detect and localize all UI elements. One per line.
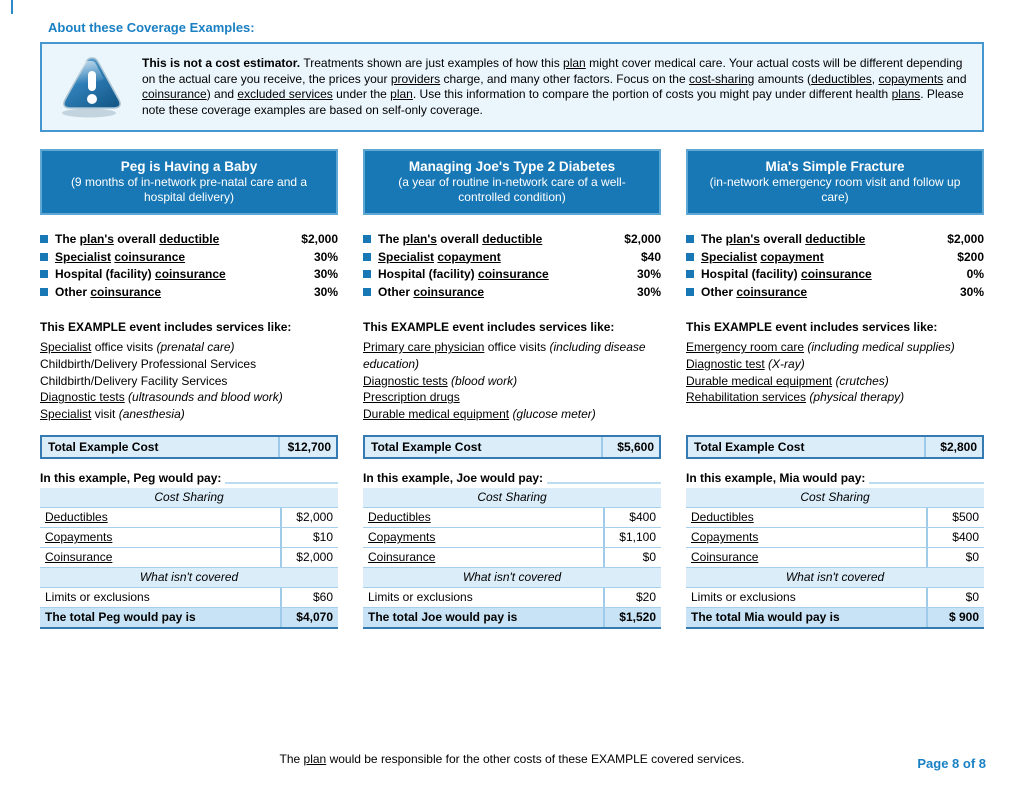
- benefit-bullet-row: [40, 231, 338, 248]
- limits-row: [363, 587, 661, 607]
- glossary-term: Durable medical equipment: [686, 373, 833, 388]
- warning-icon-wrap: [42, 55, 142, 119]
- glossary-term: coinsurance: [114, 249, 186, 264]
- benefit-label: [55, 249, 306, 266]
- cost-sharing-band: Cost Sharing: [363, 488, 661, 507]
- text-segment: ,: [871, 71, 879, 86]
- total-pay-value: $1,520: [603, 608, 661, 627]
- glossary-term: deductible: [159, 232, 220, 246]
- row-value: $2,000: [280, 548, 338, 567]
- row-value: $60: [280, 588, 338, 607]
- text-segment: ) and: [206, 87, 238, 101]
- glossary-term: coinsurance: [478, 267, 549, 281]
- total-example-cost-row: [40, 435, 338, 459]
- row-label: [686, 528, 926, 547]
- text-segment: (crutches): [835, 373, 889, 388]
- glossary-term: copayments: [878, 71, 944, 86]
- row-value: $20: [603, 588, 661, 607]
- text-segment: Limits or exclusions: [691, 590, 796, 604]
- service-item: [40, 406, 338, 423]
- table-row: [40, 547, 338, 567]
- benefit-bullet-row: [686, 249, 984, 266]
- table-row: [40, 527, 338, 547]
- glossary-term: Specialist: [40, 340, 92, 354]
- glossary-term: Coinsurance: [368, 550, 436, 564]
- services-list: [363, 339, 661, 423]
- text-segment: Limits or exclusions: [45, 590, 150, 604]
- glossary-term: deductible: [482, 232, 543, 246]
- total-pay-row: [40, 607, 338, 627]
- pay-heading-text: In this example, Peg would pay:: [40, 471, 222, 485]
- glossary-term: Diagnostic tests: [363, 373, 448, 388]
- benefit-label: [701, 231, 939, 248]
- service-item: [686, 389, 984, 406]
- text-segment: (X-ray): [768, 356, 805, 371]
- text-segment: office visits: [91, 340, 157, 354]
- text-segment: Other: [55, 284, 91, 299]
- text-segment: office visits: [484, 340, 550, 354]
- benefit-bullet-row: [363, 249, 661, 266]
- benefit-value: $2,000: [947, 232, 984, 246]
- row-value: $400: [926, 528, 984, 547]
- pay-heading: [40, 471, 338, 486]
- service-item: [363, 406, 661, 423]
- row-label: [363, 508, 603, 527]
- bullet-square-icon: [40, 235, 48, 243]
- total-example-cost-row: [686, 435, 984, 459]
- glossary-term: Copayments: [368, 530, 436, 544]
- table-row: [363, 527, 661, 547]
- coverage-example-column: [40, 149, 338, 629]
- total-cost-value: $12,700: [278, 437, 336, 457]
- row-value: $1,100: [603, 528, 661, 547]
- bullet-square-icon: [686, 235, 694, 243]
- glossary-term: plan: [303, 752, 327, 766]
- about-coverage-examples-heading: About these Coverage Examples:: [48, 20, 255, 35]
- column-header: [40, 149, 338, 215]
- column-title: Peg is Having a Baby: [120, 159, 258, 174]
- text-segment: (anesthesia): [118, 407, 185, 422]
- row-label: [363, 588, 603, 607]
- text-segment: overall: [436, 232, 483, 246]
- pay-breakdown-table: [40, 488, 338, 629]
- pay-heading: [363, 471, 661, 486]
- text-segment: The: [701, 232, 726, 246]
- total-cost-label: Total Example Cost: [694, 440, 805, 454]
- total-pay-label: The total Joe would pay is: [368, 610, 518, 624]
- glossary-term: coinsurance: [155, 267, 226, 281]
- benefit-bullet-row: [686, 284, 984, 301]
- total-pay-row: [686, 607, 984, 627]
- service-item: [40, 356, 338, 373]
- pay-heading-rule: [547, 482, 661, 484]
- bullet-square-icon: [686, 253, 694, 261]
- row-value: $0: [926, 548, 984, 567]
- services-heading: This EXAMPLE event includes services like:: [686, 320, 938, 334]
- bullet-square-icon: [363, 235, 371, 243]
- example-services-section: [686, 320, 984, 435]
- benefit-label: [378, 266, 629, 283]
- benefit-value: 0%: [966, 267, 984, 281]
- glossary-term: Rehabilitation services: [686, 390, 807, 405]
- glossary-term: Coinsurance: [691, 550, 759, 564]
- row-label: [40, 588, 280, 607]
- glossary-term: Deductibles: [45, 510, 108, 524]
- benefit-label: [378, 249, 633, 266]
- cost-sharing-band: Cost Sharing: [686, 488, 984, 507]
- page-number: Page 8 of 8: [917, 756, 986, 771]
- columns-row: [40, 149, 984, 629]
- benefit-value: 30%: [636, 267, 661, 281]
- services-list: [40, 339, 338, 423]
- glossary-term: coinsurance: [413, 284, 485, 299]
- glossary-term: Specialist: [40, 407, 92, 422]
- text-segment: might cover medical care. Your actual costs will be different depending on the actual care you receive, the prices your: [142, 56, 963, 86]
- text-segment: (glucose meter): [512, 407, 596, 422]
- glossary-term: deductibles: [811, 71, 872, 86]
- text-segment: Hospital (facility): [701, 267, 802, 281]
- pay-heading: [686, 471, 984, 486]
- benefit-value: 30%: [636, 284, 661, 299]
- service-item: [363, 373, 661, 390]
- glossary-term: Copayments: [691, 530, 759, 544]
- row-value: $0: [926, 588, 984, 607]
- not-covered-band: What isn't covered: [363, 567, 661, 587]
- glossary-term: Prescription drugs: [363, 390, 460, 405]
- glossary-term: coinsurance: [801, 267, 872, 281]
- text-segment: and: [943, 71, 967, 86]
- service-item: [686, 373, 984, 390]
- total-cost-value: $5,600: [601, 437, 659, 457]
- services-heading: This EXAMPLE event includes services like:: [40, 320, 292, 334]
- row-value: $10: [280, 528, 338, 547]
- text-segment: The: [55, 232, 80, 246]
- benefit-value: 30%: [313, 249, 338, 264]
- service-item: [363, 389, 661, 406]
- row-label: [40, 548, 280, 567]
- row-label: [686, 508, 926, 527]
- column-subtitle: (a year of routine in-network care of a well-controlled condition): [398, 175, 626, 204]
- benefit-label: [378, 284, 629, 301]
- text-segment: overall: [759, 232, 806, 246]
- glossary-term: Deductibles: [368, 510, 431, 524]
- benefit-label: [378, 231, 616, 248]
- pay-breakdown-table: [363, 488, 661, 629]
- service-item: [686, 356, 984, 373]
- benefit-value: 30%: [313, 267, 338, 281]
- glossary-term: plan's: [79, 232, 114, 246]
- row-label: [40, 508, 280, 527]
- glossary-term: excluded services: [237, 87, 333, 101]
- row-label: [40, 528, 280, 547]
- column-subtitle: (in-network emergency room visit and follow up care): [709, 175, 961, 204]
- pay-heading-text: In this example, Mia would pay:: [686, 471, 866, 485]
- benefit-bullet-row: [40, 266, 338, 283]
- pay-heading-text: In this example, Joe would pay:: [363, 471, 544, 485]
- benefit-bullet-row: [40, 249, 338, 266]
- total-pay-row: [363, 607, 661, 627]
- benefit-label: [55, 231, 293, 248]
- text-segment: This is not a cost estimator.: [142, 56, 304, 70]
- glossary-term: Specialist: [378, 249, 435, 264]
- glossary-term: Diagnostic test: [686, 356, 765, 371]
- total-pay-value: $ 900: [926, 608, 984, 627]
- glossary-term: Coinsurance: [45, 550, 113, 564]
- text-segment: visit: [91, 407, 119, 422]
- text-segment: overall: [113, 232, 160, 246]
- glossary-term: Copayments: [45, 530, 113, 544]
- bullet-square-icon: [40, 288, 48, 296]
- warning-text: [142, 50, 982, 124]
- glossary-term: cost-sharing: [688, 71, 755, 86]
- table-row: [686, 547, 984, 567]
- benefit-value: $40: [640, 249, 661, 264]
- bullet-square-icon: [363, 253, 371, 261]
- row-label: [363, 548, 603, 567]
- text-segment: would be responsible for the other costs of these EXAMPLE covered services.: [326, 752, 745, 766]
- text-segment: . Please note these coverage examples are based on self-only coverage.: [142, 87, 964, 117]
- text-segment: amounts (: [754, 71, 812, 86]
- table-row: [40, 507, 338, 527]
- benefit-bullet-row: [40, 284, 338, 301]
- example-services-section: [40, 320, 338, 435]
- text-segment: The: [279, 752, 304, 766]
- benefit-bullet-row: [363, 266, 661, 283]
- text-segment: . Use this information to compare the portion of costs you might pay under different health: [412, 87, 892, 101]
- row-label: [686, 588, 926, 607]
- total-pay-label: The total Mia would pay is: [691, 610, 840, 624]
- text-segment: Other: [378, 284, 414, 299]
- text-segment: (prenatal care): [156, 340, 235, 354]
- bullet-square-icon: [686, 270, 694, 278]
- benefit-value: $200: [957, 249, 984, 264]
- glossary-term: Deductibles: [691, 510, 754, 524]
- bullet-square-icon: [363, 288, 371, 296]
- row-value: $400: [603, 508, 661, 527]
- text-segment: Childbirth/Delivery Professional Services: [40, 356, 257, 371]
- page-edge-mark: [11, 0, 13, 14]
- benefit-label: [55, 266, 306, 283]
- cost-estimator-warning-box: [40, 42, 984, 132]
- plan-parameters-list: [686, 231, 984, 300]
- service-item: [40, 339, 338, 356]
- text-segment: (blood work): [451, 373, 518, 388]
- glossary-term: coinsurance: [142, 87, 207, 101]
- benefit-label: [55, 284, 306, 301]
- text-segment: Other: [701, 284, 737, 299]
- limits-row: [686, 587, 984, 607]
- glossary-term: Primary care physician: [363, 340, 485, 354]
- text-segment: (including disease education): [363, 340, 646, 371]
- service-item: [686, 339, 984, 356]
- not-covered-band: What isn't covered: [686, 567, 984, 587]
- pay-heading-rule: [869, 482, 984, 484]
- service-item: [363, 339, 661, 373]
- not-covered-band: What isn't covered: [40, 567, 338, 587]
- column-title: Mia's Simple Fracture: [765, 159, 905, 174]
- row-label: [363, 528, 603, 547]
- glossary-term: Specialist: [701, 249, 758, 264]
- total-example-cost-row: [363, 435, 661, 459]
- text-segment: Limits or exclusions: [368, 590, 473, 604]
- pay-breakdown-table: [686, 488, 984, 629]
- bullet-square-icon: [363, 270, 371, 278]
- coverage-example-column: [686, 149, 984, 629]
- text-segment: The: [378, 232, 403, 246]
- services-heading: This EXAMPLE event includes services like:: [363, 320, 615, 334]
- glossary-term: Diagnostic tests: [40, 390, 125, 405]
- row-value: $0: [603, 548, 661, 567]
- table-row: [363, 547, 661, 567]
- coverage-example-column: [363, 149, 661, 629]
- text-segment: Hospital (facility): [55, 267, 156, 281]
- benefit-value: $2,000: [624, 232, 661, 246]
- total-cost-value: $2,800: [924, 437, 982, 457]
- column-title: Managing Joe's Type 2 Diabetes: [408, 159, 616, 174]
- glossary-term: coinsurance: [736, 284, 808, 299]
- service-item: [40, 389, 338, 406]
- total-pay-label: The total Peg would pay is: [45, 610, 196, 624]
- benefit-label: [701, 249, 949, 266]
- text-segment: (physical therapy): [809, 390, 905, 405]
- row-label: [686, 548, 926, 567]
- bullet-square-icon: [686, 288, 694, 296]
- text-segment: (ultrasounds and blood work): [128, 390, 283, 405]
- benefit-label: [701, 284, 952, 301]
- glossary-term: plan's: [402, 232, 437, 246]
- alert-triangle-icon: [59, 55, 125, 119]
- glossary-term: plan: [390, 87, 413, 101]
- glossary-term: deductible: [805, 232, 866, 246]
- row-value: $500: [926, 508, 984, 527]
- footer-note: [0, 752, 1024, 767]
- row-value: $2,000: [280, 508, 338, 527]
- glossary-term: Specialist: [55, 249, 112, 264]
- bullet-square-icon: [40, 270, 48, 278]
- text-segment: Treatments shown are just examples of how this: [303, 56, 564, 70]
- plan-parameters-list: [40, 231, 338, 300]
- total-cost-label: Total Example Cost: [48, 440, 159, 454]
- glossary-term: Durable medical equipment: [363, 407, 510, 422]
- glossary-term: copayment: [760, 249, 824, 264]
- glossary-term: providers: [390, 71, 441, 86]
- cost-sharing-band: Cost Sharing: [40, 488, 338, 507]
- benefit-value: 30%: [313, 284, 338, 299]
- glossary-term: plans: [891, 87, 921, 101]
- benefit-bullet-row: [363, 284, 661, 301]
- example-services-section: [363, 320, 661, 435]
- total-cost-label: Total Example Cost: [371, 440, 482, 454]
- glossary-term: plan: [563, 56, 586, 70]
- pay-heading-rule: [225, 482, 338, 484]
- glossary-term: copayment: [437, 249, 501, 264]
- glossary-term: plan's: [725, 232, 760, 246]
- benefit-bullet-row: [686, 231, 984, 248]
- table-row: [686, 507, 984, 527]
- text-segment: under the: [332, 87, 391, 101]
- table-row: [686, 527, 984, 547]
- benefit-bullet-row: [363, 231, 661, 248]
- bullet-square-icon: [40, 253, 48, 261]
- services-list: [686, 339, 984, 406]
- benefit-label: [701, 266, 959, 283]
- glossary-term: coinsurance: [90, 284, 162, 299]
- benefit-value: $2,000: [301, 232, 338, 246]
- limits-row: [40, 587, 338, 607]
- text-segment: charge, and many other factors. Focus on the: [440, 71, 689, 86]
- text-segment: (including medical supplies): [807, 340, 955, 354]
- text-segment: Hospital (facility): [378, 267, 479, 281]
- column-header: [686, 149, 984, 215]
- total-pay-value: $4,070: [280, 608, 338, 627]
- benefit-bullet-row: [686, 266, 984, 283]
- glossary-term: Emergency room care: [686, 340, 805, 354]
- table-row: [363, 507, 661, 527]
- column-header: [363, 149, 661, 215]
- text-segment: Childbirth/Delivery Facility Services: [40, 373, 228, 388]
- service-item: [40, 373, 338, 390]
- column-subtitle: (9 months of in-network pre-natal care and a hospital delivery): [70, 175, 308, 204]
- plan-parameters-list: [363, 231, 661, 300]
- benefit-value: 30%: [959, 284, 984, 299]
